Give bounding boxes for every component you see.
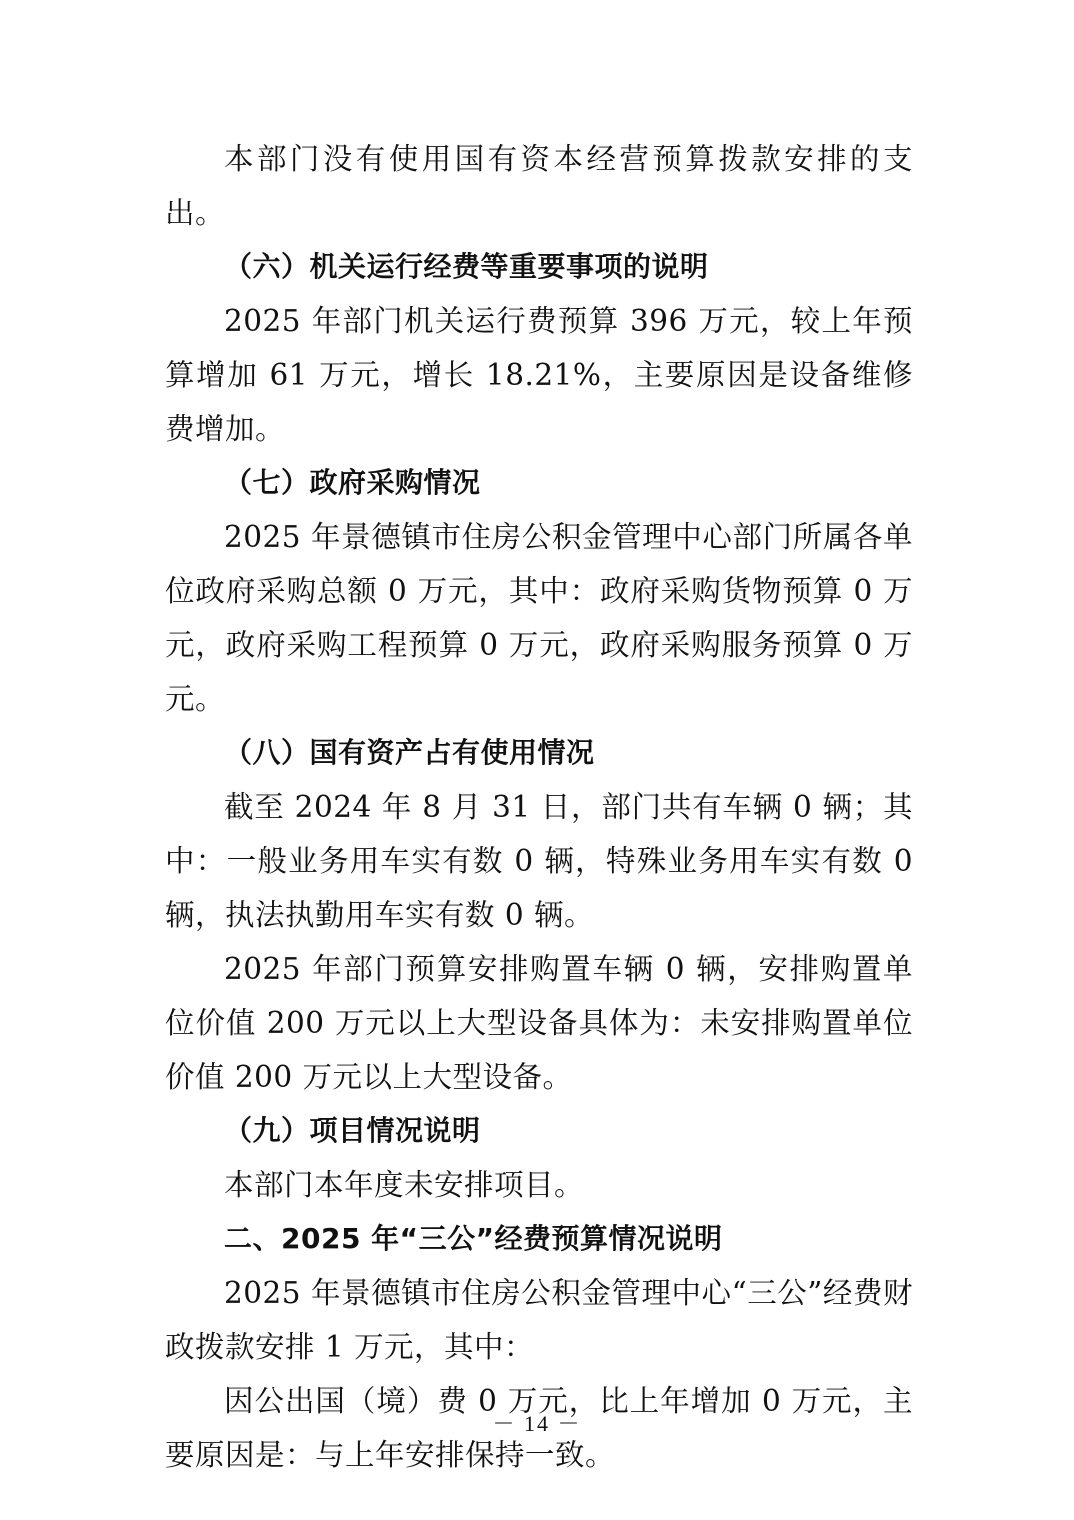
document-body: [165, 132, 913, 1482]
heading-three-public-expenses: 二、2025 年“三公”经费预算情况说明: [224, 1222, 723, 1255]
heading-government-procurement: （七）政府采购情况: [224, 466, 481, 499]
paragraph-equipment-purchase: 2025 年部门预算安排购置车辆 0 辆，安排购置单位价值 200 万元以上大型设备具体为：未安排购置单位价值 200 万元以上大型设备。: [165, 952, 913, 1094]
heading-operating-expenses: （六）机关运行经费等重要事项的说明: [224, 250, 709, 283]
page-number: － 14 －: [492, 1411, 582, 1436]
paragraph-operating-expenses: 2025 年部门机关运行费预算 396 万元，较上年预算增加 61 万元，增长 18.21%，主要原因是设备维修费增加。: [165, 304, 913, 446]
paragraph-government-procurement: 2025 年景德镇市住房公积金管理中心部门所属各单位政府采购总额 0 万元，其中：政府采购货物预算 0 万元，政府采购工程预算 0 万元，政府采购服务预算 0 万元。: [165, 520, 913, 716]
paragraph-vehicles: 截至 2024 年 8 月 31 日，部门共有车辆 0 辆；其中：一般业务用车实有数 0 辆，特殊业务用车实有数 0 辆，执法执勤用车实有数 0 辆。: [165, 790, 913, 932]
paragraph-overseas-travel: 因公出国（境）费 0 万元，比上年增加 0 万元，主要原因是：与上年安排保持一致。: [165, 1384, 913, 1472]
heading-projects: （九）项目情况说明: [224, 1114, 481, 1147]
paragraph-state-capital-budget: 本部门没有使用国有资本经营预算拨款安排的支出。: [165, 142, 913, 230]
paragraph-three-public-budget: 2025 年景德镇市住房公积金管理中心“三公”经费财政拨款安排 1 万元，其中：: [165, 1276, 913, 1364]
heading-state-assets: （八）国有资产占有使用情况: [224, 736, 595, 769]
paragraph-projects: 本部门本年度未安排项目。: [224, 1168, 585, 1202]
